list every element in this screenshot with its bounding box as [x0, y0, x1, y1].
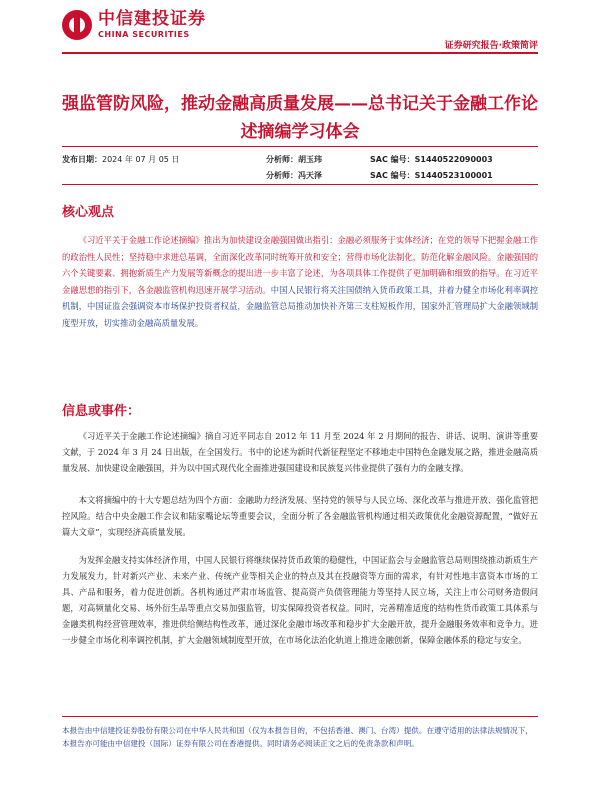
meta-divider-bottom [62, 184, 538, 185]
analyst-name: 冯天泽 [298, 171, 322, 180]
info-paragraph-1: 《习近平关于金融工作论述摘编》摘自习近平同志自 2012 年 11 月至 2024 年 2 月期间的报告、讲话、说明、演讲等重要文献，于 2024 年 3 月 24 日出版，在全国发行。书中的论述为新时代新征程坚定不移地走中国特色金融发展之路，推进金融高质量发展、加快建设金融强国，并为以中国式现代化全面推进强国建设和民族复兴伟业提供了强有力的金融支撑。 [62, 431, 538, 473]
sac-label: SAC 编号： [370, 171, 415, 180]
core-points-red-text: 《习近平关于金融工作论述摘编》推出为加快建设金融强国做出指引：金融必须服务于实体经济；在党的领导下把握金融工作的政治性人民性；坚持稳中求进总基调，全面深化改革同时统筹开放和安全；营得市场化法制化，防范化解金融风险。金融强国的六个关键要素、拥抱新质生产力发展等新概念的提出进一步丰富了论述，为各项具体工作提供了更加明确和细致的指导。在习近平金融思想的指引下，各金融监管机构迅速开展学习活动。 [62, 235, 538, 295]
logo-english-name: CHINA SECURITIES [98, 30, 190, 39]
core-points-blue-text: 中国人民银行将关注国债纳入货币政策工具，并着力健全市场化利率调控机制，中国证监会强调资本市场保护投资者权益，金融监管总局推动加快补齐第三支柱短板作用，国家外汇管理局扩大金融领域制度型开放，切实推动金融高质量发展。 [62, 284, 538, 328]
publish-date [62, 154, 179, 165]
report-title: 强监管防风险，推动金融高质量发展——总书记关于金融工作论述摘编学习体会 [62, 94, 538, 142]
date-label: 发布日期： [62, 155, 102, 164]
sac-1 [370, 154, 493, 165]
date-value: 2024 年 07 月 05 日 [102, 155, 180, 164]
logo-chinese-name: 中信建投证券 [98, 9, 206, 29]
report-type-tag: 证券研究报告·政策简评 [444, 41, 538, 51]
analyst-label: 分析师： [266, 155, 298, 164]
analyst-label: 分析师： [266, 171, 298, 180]
sac-number: S1440522090003 [414, 155, 493, 164]
core-points-paragraph [62, 232, 538, 331]
sac-label: SAC 编号： [370, 155, 415, 164]
disclaimer-text: 本报告由中信建投证券股份有限公司在中华人民共和国（仅为本报告目的，不包括香港、澳门、台湾）提供。在遵守适用的法律法规情况下，本报告亦可能由中信建投（国际）证券有限公司在香港提供。同时请务必阅读正文之后的免责条款和声明。 [62, 726, 533, 748]
company-logo [62, 10, 206, 40]
page-header [0, 0, 600, 56]
info-event-heading: 信息或事件： [62, 404, 141, 419]
footer-divider [62, 716, 538, 717]
header-divider [62, 52, 538, 54]
info-paragraph-2: 本文将摘编中的十大专题总结为四个方面：金融助力经济发展、坚持党的领导与人民立场、深化改革与推进开放、强化监管把控风险。结合中央金融工作会议和陆家嘴论坛等重要会议，全面分析了各金融监管机构通过相关政策优化金融资源配置，“做好五篇大文章”，实现经济高质量发展。 [62, 495, 538, 537]
info-paragraph-3: 为发挥金融支持实体经济作用，中国人民银行将继续保持货币政策的稳健性，中国证监会与金融监管总局则围绕推动新质生产力发展发力，针对新兴产业、未来产业、传统产业等相关企业的特点及其在投融资等方面的需求，有针对性地丰富资本市场的工具、产品和服务，着力促进创新。各机构通过严肃市场监管、提高资产负债管理能力等坚持人民立场，关注上市公司财务造假问题，对高频量化交易、场外衍生品等重点交易加强监管，切实保障投资者权益。同时，完善精准适度的结构性货币政策工具体系与金融类机构经营管理效率，推进供给侧结构性改革，通过深化金融市场改革和稳步扩大金融开放，提升金融服务效率和竞争力。进一步健全市场化利率调控机制，扩大金融领域制度型开放，在市场化法治化轨道上推进金融创新，保障金融体系的稳定与安全。 [62, 555, 538, 645]
core-points-heading: 核心观点 [62, 205, 115, 220]
meta-divider-top [62, 146, 538, 147]
citic-logo-icon [62, 10, 92, 40]
sac-2 [370, 170, 493, 181]
analyst-2 [266, 170, 322, 181]
analyst-name: 胡玉玮 [298, 155, 322, 164]
sac-number: S1440523100001 [414, 171, 493, 180]
analyst-1 [266, 154, 322, 165]
